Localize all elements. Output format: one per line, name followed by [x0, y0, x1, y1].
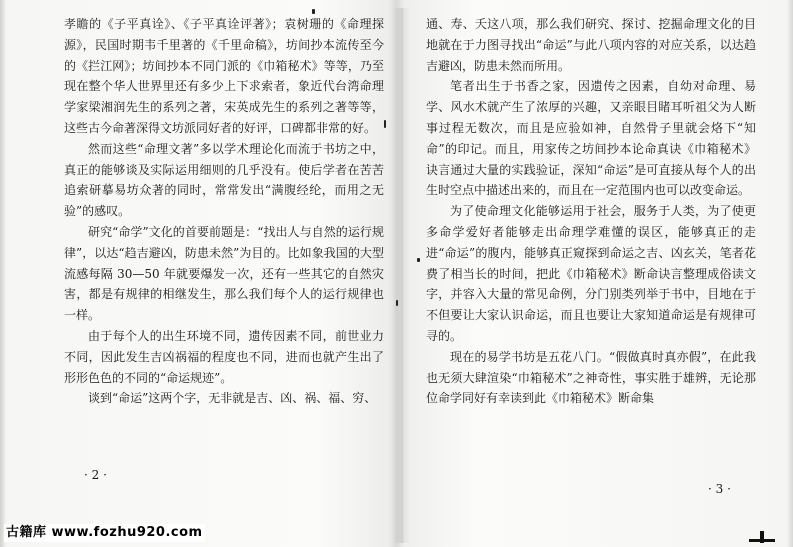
site-watermark: 古籍库 www.fozhu920.com	[6, 525, 203, 540]
scan-speck	[384, 120, 386, 128]
scan-edge-left	[0, 0, 6, 547]
left-paragraph-4: 由于每个人的出生环境不同，遗传因素不同，前世业力不同，因此发生吉凶祸福的程度也不同，进而也就产生出了形形色色的不同的“命运规迹”。	[64, 328, 384, 385]
left-paragraph-1: 孝瞻的《子平真诠》、《子平真诠评著》；袁树珊的《命理探源》，民国时期韦千里著的《千里命稿》，坊间抄本流传至今的《拦江网》；坊间抄本不同门派的《巾箱秘术》等等，乃至现在整个华人世界里还有多少上下求索者，象近代台湾命理学家梁湘润先生的系列之著，宋英成先生的系列之著等等，这些古今命著深得文坊派同好者的好评，口碑都非常的好。	[64, 17, 384, 135]
right-paragraph-4: 现在的易学书坊是五花八门。“假做真时真亦假”，在此我也无须大肆渲染“巾箱秘术”之神奇性，事实胜于雄辨，无论那位命学同好有幸读到此《巾箱秘术》断命集	[426, 349, 756, 406]
right-paragraph-1: 通、寿、夭这八项，那么我们研究、探讨、挖掘命理文化的目地就在于力图寻找出“命运”与此八项内容的对应关系，以达趋吉避凶，防患未然而所用。	[426, 17, 756, 73]
left-paragraph-2: 然而这些“命理文著”多以学术理论化而流于书坊之中，真正的能够谈及实际运用细则的几乎没有。使后学者在苦苦追索研摹易坊众著的同时，常常发出“满腹经纶，而用之无验”的感叹。	[64, 141, 384, 219]
left-paragraph-3: 研究“命学”文化的首要前题是：“找出人与自然的运行规律”，以达“趋吉避凶，防患未然”为目的。比如象我国的大型流感每隔 30—50 年就要爆发一次，还有一些其它的自然灾害，都是有规律的相继发生，那么我们每个人的运行规律也一样。	[64, 224, 384, 323]
left-page	[64, 14, 384, 409]
left-paragraph-5: 谈到“命运”这两个字，无非就是吉、凶、祸、福、穷、	[88, 391, 377, 406]
scan-speck	[396, 300, 398, 306]
corner-scan-mark	[749, 531, 775, 543]
book-gutter	[393, 8, 411, 543]
scan-speck	[417, 258, 420, 262]
scan-edge-right	[787, 0, 793, 547]
right-paragraph-3: 为了使命理文化能够运用于社会，服务于人类，为了使更多命学爱好者能够走出命理学难懂的误区，能够真正的走进“命运”的腹内，能够真正窥探到命运之吉、凶玄关，笔者花费了相当长的时间，把此《巾箱秘术》断命诀言整理成俗读文字，并容入大量的常见命例，分门别类列举于书中，目地在于不但要让大家认识命运，而且也要让大家知道命运是有规律可寻的。	[426, 204, 756, 343]
left-page-number: · 2 ·	[84, 468, 107, 482]
right-paragraph-2: 笔者出生于书香之家，因遗传之因素，自幼对命理、易学、风水术就产生了浓厚的兴趣，又亲眼目睹耳听祖父为人断事过程无数次，而且是应验如神，自然骨子里就会烙下“知命”的印记。而且，用家传之坊间抄本论命真诀《巾箱秘术》诀言通过大量的实践验证，深知“命运”是可直接从每个人的出生时空点中描述出来的，而且在一定范围内也可以改变命运。	[426, 79, 756, 198]
right-page-number: · 3 ·	[708, 482, 731, 496]
right-page	[426, 14, 756, 409]
